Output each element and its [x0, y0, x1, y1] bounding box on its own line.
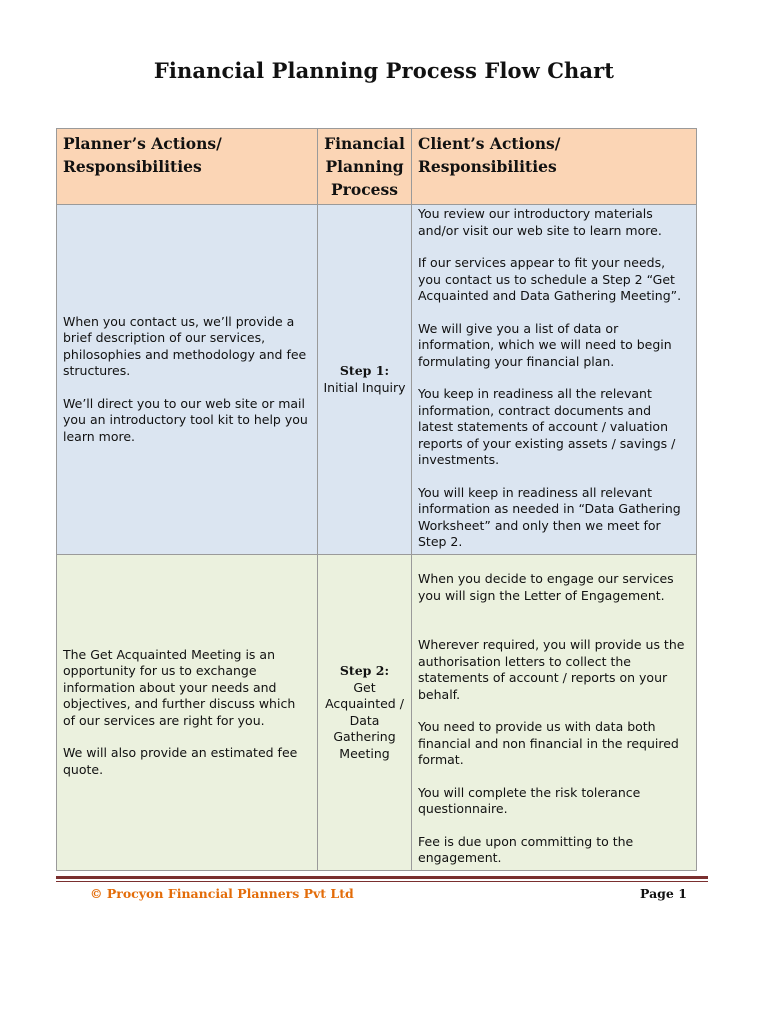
header-client — [412, 129, 697, 205]
header-process — [318, 129, 412, 205]
footer-copyright: © Procyon Financial Planners Pvt Ltd — [90, 886, 354, 901]
header-planner-line: Planner’s Actions/ — [63, 134, 222, 153]
client-actions-cell — [412, 555, 697, 871]
table-row-step-2 — [57, 555, 697, 871]
step-number: Step 2: — [339, 663, 390, 678]
planner-paragraph: We will also provide an estimated fee quote. — [63, 745, 298, 777]
step-name-line: Initial Inquiry — [323, 379, 406, 395]
page-title: Financial Planning Process Flow Chart — [153, 58, 615, 83]
client-actions-cell — [412, 205, 697, 555]
planner-paragraph: When you contact us, we’ll provide a brief description of our services, philosophies and methodology and fee structures. — [63, 313, 307, 379]
header-row — [57, 129, 697, 205]
client-paragraph: You review our introductory materials and/or visit our web site to learn more. — [418, 206, 662, 238]
header-planner — [57, 129, 318, 205]
header-process-line: Process — [331, 180, 398, 199]
planner-paragraph: The Get Acquainted Meeting is an opportunity for us to exchange information about your needs and objectives, and further discuss which of our services are right for you. — [63, 646, 296, 728]
client-paragraph: You keep in readiness all the relevant information, contract documents and latest statements of account / valuation reports of your existing assets / savings / investments. — [418, 386, 676, 467]
step-name-line: Meeting — [339, 745, 390, 761]
step-name-line: Gathering — [333, 729, 396, 744]
process-flow-table — [56, 128, 697, 871]
process-step-cell — [318, 205, 412, 555]
footer-divider-thin — [56, 881, 708, 882]
header-client-line: Client’s Actions/ — [418, 134, 561, 153]
planner-actions-cell — [57, 555, 318, 871]
footer-divider — [56, 876, 708, 879]
step-name-line: Get — [353, 679, 376, 695]
header-process-line: Planning — [325, 157, 404, 176]
header-process-line: Financial — [324, 134, 405, 153]
client-paragraph: When you decide to engage our services you will sign the Letter of Engagement. — [418, 571, 674, 603]
process-step-cell — [318, 555, 412, 871]
table-row-step-1 — [57, 205, 697, 555]
client-paragraph: Wherever required, you will provide us the authorisation letters to collect the statements of account / reports on your behalf. — [418, 637, 685, 702]
planner-actions-cell — [57, 205, 318, 555]
client-paragraph: You will complete the risk tolerance questionnaire. — [418, 784, 641, 816]
client-paragraph: We will give you a list of data or information, which we will need to begin formulating your financial plan. — [418, 320, 672, 369]
client-paragraph: You need to provide us with data both financial and non financial in the required format. — [418, 719, 679, 767]
client-paragraph: You will keep in readiness all relevant information as needed in “Data Gathering Worksheet” and only then we meet for Step 2. — [418, 484, 681, 549]
header-planner-line: Responsibilities — [63, 157, 202, 176]
step-name-line: Acquainted / — [325, 696, 404, 711]
page-number: Page 1 — [640, 886, 687, 901]
header-client-line: Responsibilities — [418, 157, 557, 176]
planner-paragraph: We’ll direct you to our web site or mail you an introductory tool kit to help you learn more. — [63, 395, 308, 444]
client-paragraph: If our services appear to fit your needs, you contact us to schedule a Step 2 “Get Acquainted and Data Gathering Meeting”. — [418, 255, 682, 303]
step-number: Step 1: — [339, 363, 390, 378]
client-paragraph: Fee is due upon committing to the engagement. — [418, 833, 634, 865]
step-name-line: Data — [349, 712, 380, 728]
